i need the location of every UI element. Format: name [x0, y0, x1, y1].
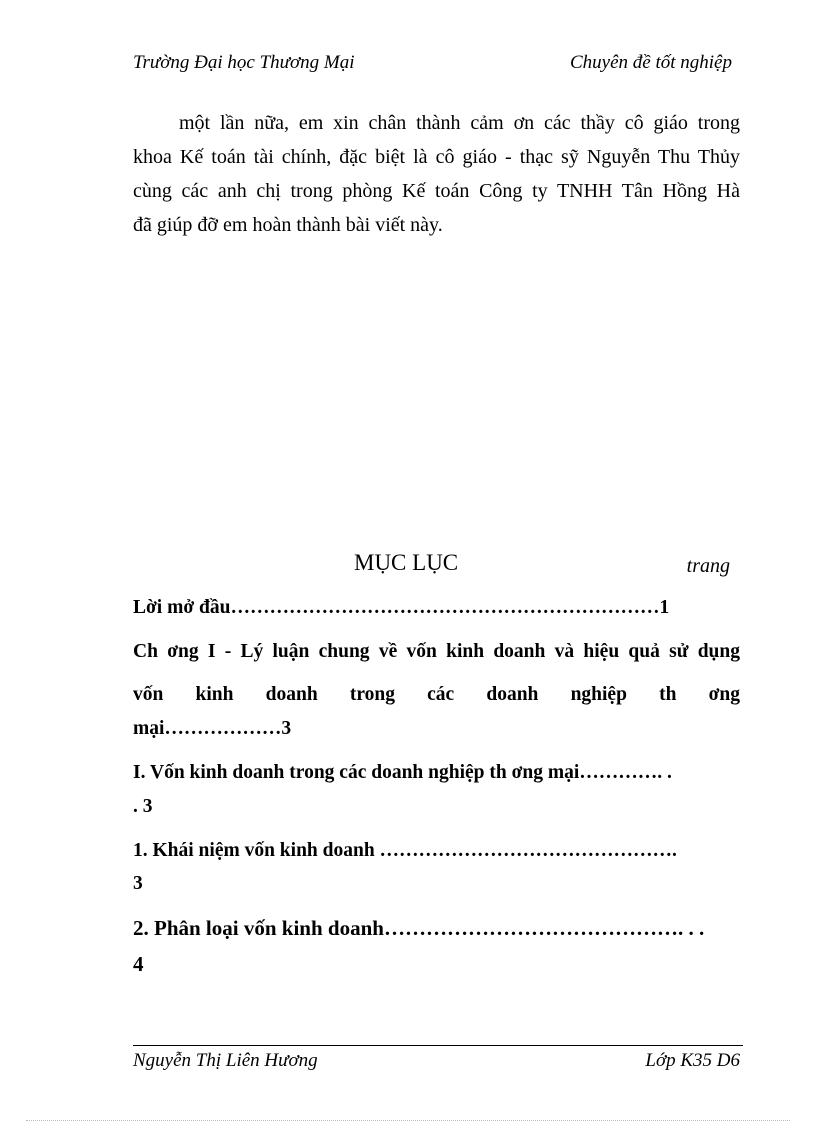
- paragraph-line: cùng các anh chị trong phòng Kế toán Công ty TNHH Tân Hồng Hà: [133, 180, 740, 202]
- page-footer-left: Nguyễn Thị Liên Hương: [133, 1050, 318, 1071]
- toc-page-label: trang: [686, 555, 730, 577]
- toc-entry: Ch ơng I - Lý luận chung về vốn kinh doanh và hiệu quả sử dụng: [133, 641, 740, 662]
- footer-divider: [133, 1045, 743, 1046]
- toc-entry: 2. Phân loại vốn kinh doanh……………………………………. . .: [133, 916, 705, 940]
- page-bottom-edge: [26, 1120, 790, 1121]
- paragraph-line: khoa Kế toán tài chính, đặc biệt là cô giáo - thạc sỹ Nguyễn Thu Thủy: [133, 146, 740, 168]
- page-header-left: Trường Đại học Thương Mại: [133, 52, 355, 73]
- toc-entry: 4: [133, 952, 144, 976]
- page-header-right: Chuyên đề tốt nghiệp: [570, 52, 732, 73]
- page-footer-right: Lớp K35 D6: [645, 1050, 740, 1071]
- toc-entry: vốn kinh doanh trong các doanh nghiệp th ơng: [133, 684, 740, 705]
- paragraph-line: một lần nữa, em xin chân thành cảm ơn các thầy cô giáo trong: [179, 112, 740, 134]
- toc-entry: 1. Khái niệm vốn kinh doanh ……………………………………….: [133, 840, 677, 861]
- acknowledgement-paragraph: [133, 106, 740, 242]
- toc-entry: I. Vốn kinh doanh trong các doanh nghiệp th ơng mại…………. .: [133, 762, 672, 783]
- toc-title: MỤC LỤC: [354, 550, 459, 575]
- toc-entry: mại………………3: [133, 718, 292, 739]
- toc-entry: Lời mở đầu…………………………………………………………1: [133, 597, 670, 618]
- toc-entry: 3: [133, 873, 143, 894]
- paragraph-line: đã giúp đỡ em hoàn thành bài viết này.: [133, 214, 443, 236]
- toc-entry: . 3: [133, 796, 153, 817]
